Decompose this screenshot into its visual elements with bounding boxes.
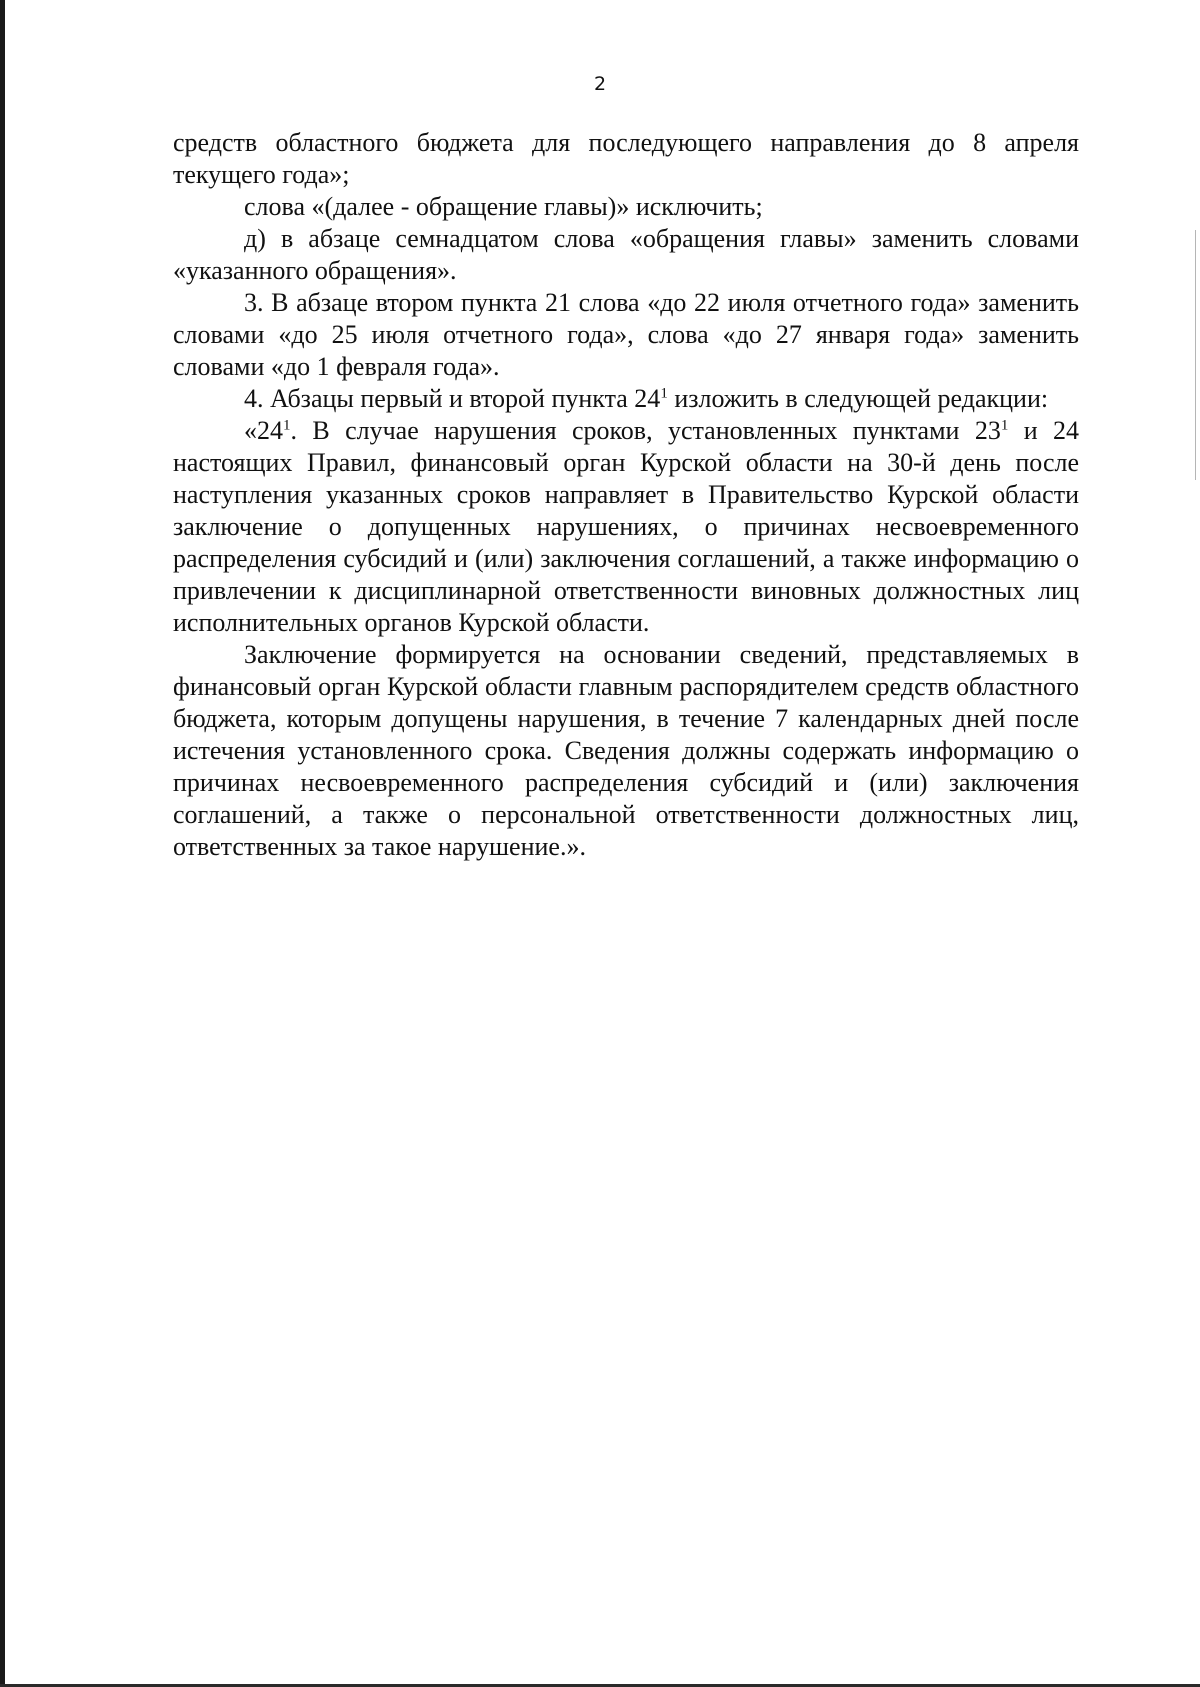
paragraph-24-1-part-c: и 24 настоящих Правил, финансовый орган Курской области на 30-й день после наступления указанных сроков направляет в Правительство Курской области заключение о допущенных нарушениях, о причинах несвоевременного распределения субсидий и (или) заключения соглашений, а также информацию о привлечении к дисциплинарной ответственности виновных должностных лиц исполнительных органов Курской области. <box>173 416 1079 637</box>
paragraph-item-3: 3. В абзаце втором пункта 21 слова «до 22 июля отчетного года» заменить словами «до 25 июля отчетного года», слова «до 27 января года» заменить словами «до 1 февраля года». <box>173 288 1079 381</box>
paragraph-exclude-words: слова «(далее - обращение главы)» исключить; <box>244 192 763 221</box>
scan-edge-right <box>1195 230 1196 480</box>
paragraph-24-1-part-a: «24 <box>244 416 283 445</box>
paragraph-24-1-part-b: . В случае нарушения сроков, установленных пунктами 23 <box>290 416 1001 445</box>
scan-edge-left <box>0 0 5 1687</box>
superscript-marker: 1 <box>660 385 668 402</box>
paragraph-item-d: д) в абзаце семнадцатом слова «обращения главы» заменить словами «указанного обращения». <box>173 224 1079 285</box>
document-body <box>173 127 1079 863</box>
paragraph-new-item-24-1 <box>173 415 1079 639</box>
page-number: 2 <box>593 73 607 95</box>
paragraph-item-4 <box>173 383 1079 415</box>
paragraph-conclusion: Заключение формируется на основании сведений, представляемых в финансовый орган Курской области главным распорядителем средств областного бюджета, которым допущены нарушения, в течение 7 календарных дней после истечения установленного срока. Сведения должны содержать информацию о причинах несвоевременного распределения субсидий и (или) заключения соглашений, а также о персональной ответственности должностных лиц, ответственных за такое нарушение.». <box>173 640 1079 861</box>
paragraph-budget-continuation: средств областного бюджета для последующего направления до 8 апреля текущего года»; <box>173 128 1079 189</box>
paragraph-item-4-part-b: изложить в следующей редакции: <box>667 384 1049 413</box>
superscript-marker: 1 <box>283 417 291 434</box>
superscript-marker: 1 <box>1000 417 1009 434</box>
paragraph-item-4-part-a: 4. Абзацы первый и второй пункта 24 <box>244 384 661 413</box>
